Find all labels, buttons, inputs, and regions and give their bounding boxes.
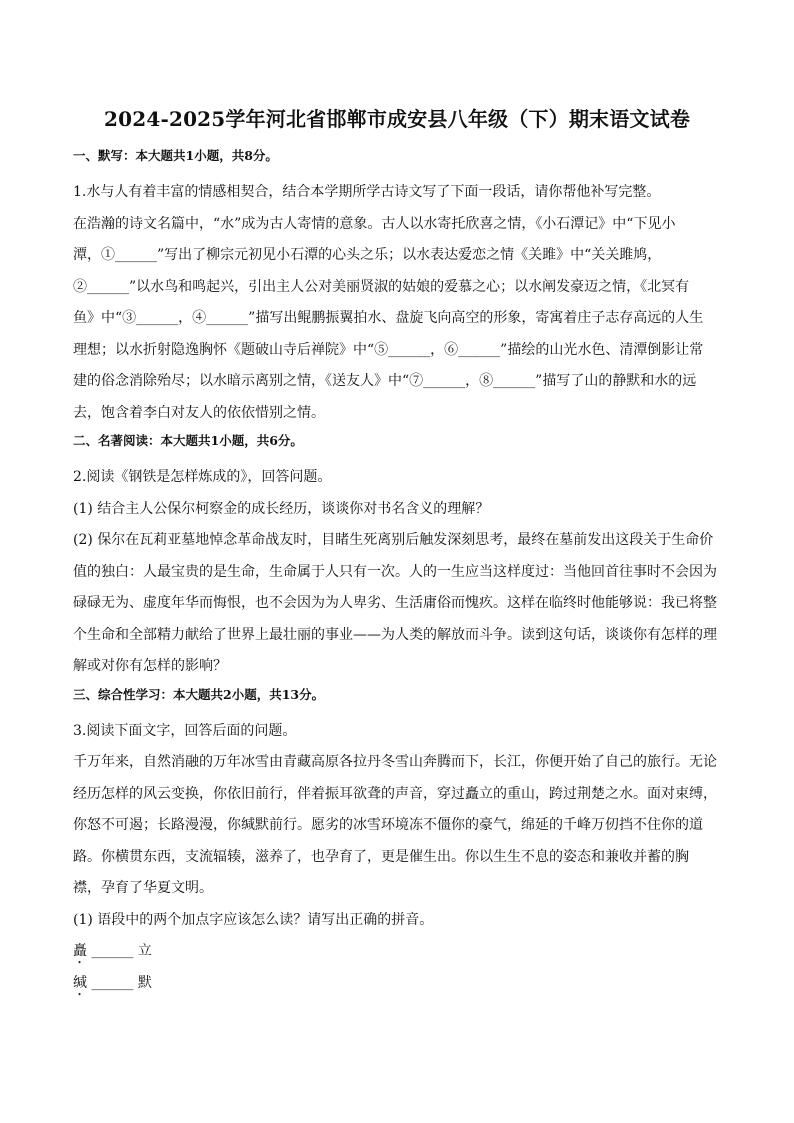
pinyin-answer-1 [73,936,721,968]
char-suffix: 立 [137,943,152,959]
page-title: 2024-2025学年河北省邯郸市成安县八年级（下）期末语文试卷 [103,107,691,131]
question-2-line: (1) 结合主人公保尔柯察金的成长经历，谈谈你对书名含义的理解？ [73,500,490,517]
question-1-line: 在浩瀚的诗文名篇中，“水”成为古人寄情的意象。古人以水寄托欣喜之情，《小石潭记》中“下见小 [73,215,676,232]
question-1-line: 1.水与人有着丰富的情感相契合，结合本学期所学古诗文写了下面一段话，请你帮他补写完整。 [73,184,661,200]
question-3-intro: 3.阅读下面文字，回答后面的问题。 [73,722,297,739]
question-3-passage-line: 经历怎样的风云变换，你依旧前行，伴着振耳欲聋的声音，穿过矗立的重山，跨过荆楚之水。面对束缚， [73,785,717,802]
section-heading-1: 一、默写：本大题共1小题，共8分。 [73,148,278,163]
question-2-line: 值的独白：人最宝贵的是生命，生命属于人只有一次。人的一生应当这样度过：当他回首往事时不会因为 [73,563,717,580]
pinyin-answer-2 [73,968,721,1000]
question-1-line: ②______”以水鸟和鸣起兴，引出主人公对美丽贤淑的姑娘的爱慕之心；以水阐发豪迈之情，《北冥有 [73,278,690,295]
question-2-line: (2) 保尔在瓦莉亚墓地悼念革命战友时，目睹生死离别后触发深刻思考，最终在墓前发出这段关于生命价 [73,532,714,548]
question-1-line: 建的俗念消除殆尽；以水暗示离别之情，《送友人》中“⑦______，⑧______”描写了山的静默和水的远 [73,373,697,389]
answer-blank[interactable]: ______ [91,974,134,991]
question-3 [73,716,721,1000]
question-3-passage-line: 千万年来，自然消融的万年冰雪由青藏高原各拉丹冬雪山奔腾而下，长江，你便开始了自己的旅行。无论 [73,754,717,770]
answer-blank[interactable]: ______ [91,943,134,959]
question-3-passage-line: 路。你横贯东西，支流辐辏，滋养了，也孕育了，更是催生出。你以生生不息的姿态和兼收并蓄的胸 [73,848,689,865]
question-1 [73,177,721,429]
question-2 [73,462,721,683]
question-1-line: 去，饱含着李白对友人的依依惜别之情。 [73,404,325,421]
question-1-line: 理想；以水折射隐逸胸怀《题破山寺后禅院》中“⑤______，⑥______”描绘的山光水色、清潭倒影让常 [73,341,704,358]
dotted-char: 矗 [73,943,87,959]
exam-content [73,146,721,999]
question-3-sub-1: (1) 语段中的两个加点字应该怎么读？请写出正确的拼音。 [73,911,434,928]
question-3-passage-line: 你怒不可遏；长路漫漫，你缄默前行。愿劣的冰雪环境冻不僵你的豪气，绵延的千峰万仞挡不住你的道 [73,817,703,833]
question-1-line: 潭，①______”写出了柳宗元初见小石潭的心头之乐；以水表达爱恋之情《关雎》中“关关雎鸠， [73,247,662,263]
dotted-char: 缄 [73,974,87,991]
question-3-passage-line: 襟，孕育了华夏文明。 [73,880,213,896]
char-suffix: 默 [137,974,152,991]
section-heading-3: 三、综合性学习：本大题共2小题，共13分。 [73,686,325,702]
section-heading-2: 二、名著阅读：本大题共1小题，共6分。 [73,433,303,448]
question-1-line: 鱼》中“③______，④______”描写出鲲鹏振翼拍水、盘旋飞向高空的形象，寄寓着庄子志存高远的人生 [73,310,704,326]
question-2-line: 2.阅读《钢铁是怎样炼成的》，回答问题。 [73,469,332,485]
question-2-line: 碌碌无为、虚度年华而悔恨，也不会因为为人卑劣、生活庸俗而愧疚。这样在临终时他能够说：我已将整 [73,595,717,611]
question-2-line: 解或对你有怎样的影响？ [73,658,227,674]
question-2-line: 个生命和全部精力献给了世界上最壮丽的事业——为人类的解放而斗争。读到这句话，谈谈你有怎样的理 [73,626,717,643]
